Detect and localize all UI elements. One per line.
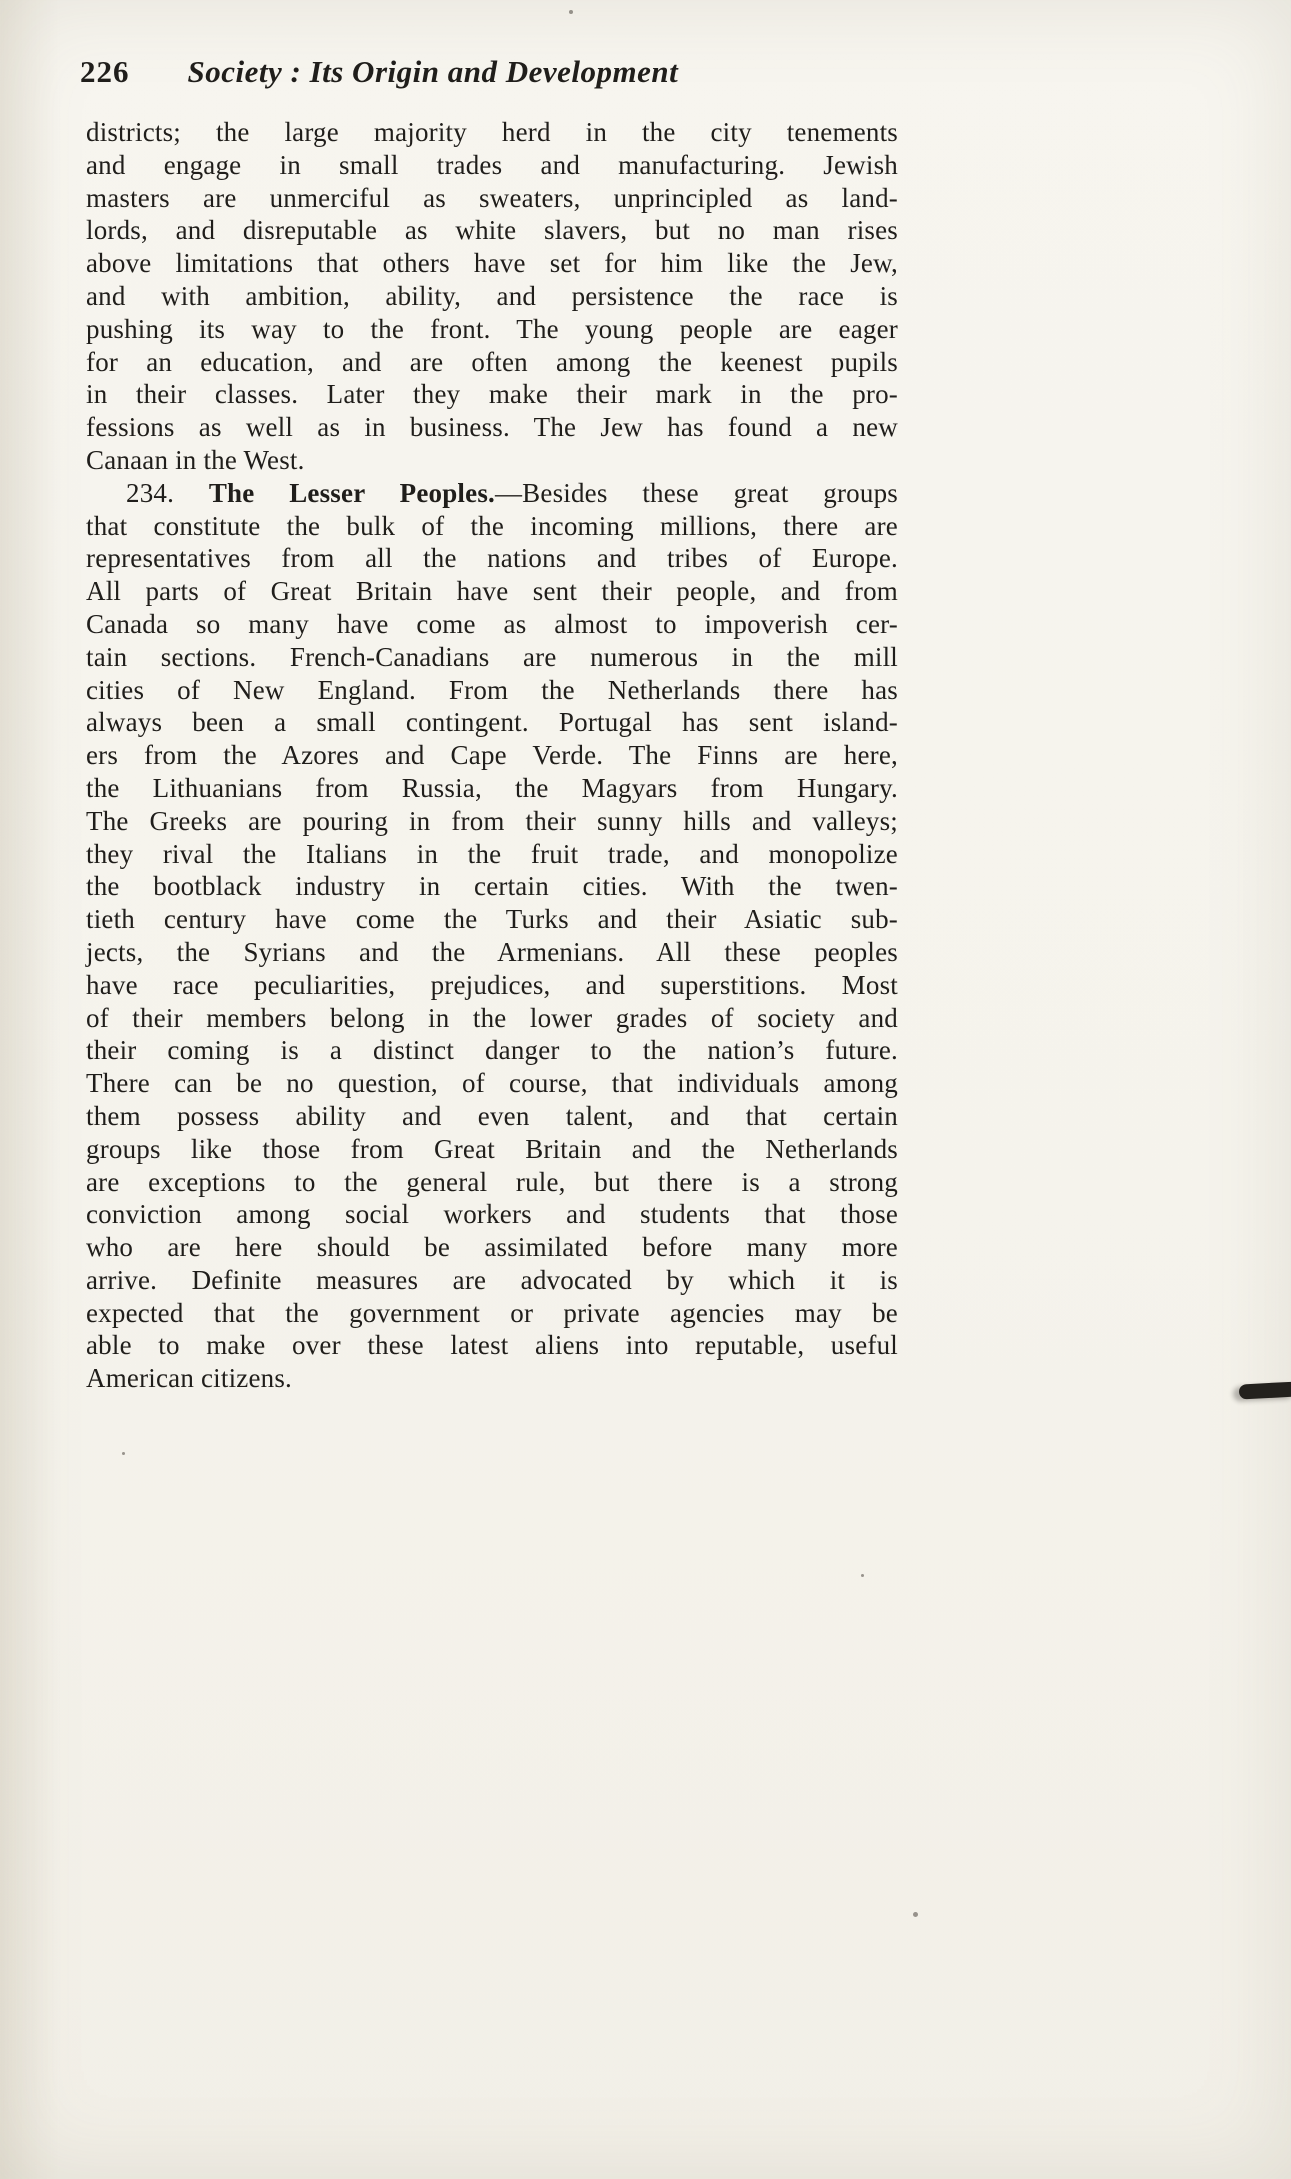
paragraph-line: Canaan in the West. bbox=[86, 444, 305, 475]
paragraph-line: representatives from all the nations and tribes of Europe. bbox=[86, 543, 898, 574]
paragraph-line: have race peculiarities, prejudices, and superstitions. Most bbox=[86, 969, 898, 1000]
section-first-line bbox=[86, 477, 898, 510]
paragraph-line: they rival the Italians in the fruit trade, and monopolize bbox=[86, 838, 898, 869]
scan-speck bbox=[122, 1452, 125, 1455]
paragraph-line: and engage in small trades and manufacturing. Jewish bbox=[86, 149, 898, 180]
paragraph-line: ers from the Azores and Cape Verde. The Finns are here, bbox=[86, 740, 898, 771]
paragraph-line: cities of New England. From the Netherlands there has bbox=[86, 674, 898, 705]
paragraph-line: fessions as well as in business. The Jew has found a new bbox=[86, 412, 898, 443]
paragraph-line: the Lithuanians from Russia, the Magyars from Hungary. bbox=[86, 772, 898, 803]
paragraph-line: Canada so many have come as almost to impoverish cer- bbox=[86, 608, 898, 639]
paragraph-line: conviction among social workers and students that those bbox=[86, 1199, 898, 1230]
paragraph-line: There can be no question, of course, that individuals among bbox=[86, 1068, 898, 1099]
paragraph-line: of their members belong in the lower grades of society and bbox=[86, 1002, 898, 1033]
paragraph-line: that constitute the bulk of the incoming millions, there are bbox=[86, 510, 898, 541]
paragraph-line: districts; the large majority herd in the city tenements bbox=[86, 117, 898, 147]
paragraph-line: their coming is a distinct danger to the nation’s future. bbox=[86, 1035, 898, 1066]
section-number: 234. bbox=[126, 477, 175, 508]
paragraph-line: jects, the Syrians and the Armenians. All these peoples bbox=[86, 936, 898, 967]
paragraph-line: who are here should be assimilated before many more bbox=[86, 1232, 898, 1263]
paragraph-line: expected that the government or private agencies may be bbox=[86, 1297, 898, 1328]
paragraph-line: and with ambition, ability, and persistence the race is bbox=[86, 280, 898, 311]
paragraph-line: above limitations that others have set for him like the Jew, bbox=[86, 248, 898, 279]
paragraph-line: are exceptions to the general rule, but there is a strong bbox=[86, 1166, 898, 1197]
paragraph-line: groups like those from Great Britain and the Netherlands bbox=[86, 1133, 898, 1164]
section-heading: The Lesser Peoples. bbox=[208, 477, 495, 508]
paragraph-line: All parts of Great Britain have sent their people, and from bbox=[86, 576, 898, 607]
body-text bbox=[86, 116, 898, 1395]
paragraph-line: The Greeks are pouring in from their sunny hills and valleys; bbox=[86, 805, 898, 836]
book-title: Society : Its Origin and Development bbox=[187, 54, 679, 89]
paragraph-line: in their classes. Later they make their mark in the pro- bbox=[86, 379, 898, 410]
ink-smudge bbox=[1239, 1381, 1291, 1399]
section-first-line-rest: —Besides these great groups bbox=[494, 477, 898, 508]
paragraph-line: lords, and disreputable as white slavers, but no man rises bbox=[86, 215, 898, 246]
paragraph-line: American citizens. bbox=[86, 1363, 293, 1394]
scan-speck bbox=[913, 1912, 918, 1917]
paragraph-line: masters are unmerciful as sweaters, unprincipled as land- bbox=[86, 182, 898, 213]
paragraph-line: always been a small contingent. Portugal has sent island- bbox=[86, 707, 898, 738]
paragraph-line: able to make over these latest aliens into reputable, useful bbox=[86, 1330, 898, 1361]
paragraph-line: tieth century have come the Turks and their Asiatic sub- bbox=[86, 904, 898, 935]
page-header bbox=[80, 54, 840, 90]
paragraph-line: arrive. Definite measures are advocated by which it is bbox=[86, 1264, 898, 1295]
scan-speck bbox=[861, 1574, 864, 1577]
page-number: 226 bbox=[80, 54, 130, 89]
paragraph-line: them possess ability and even talent, and that certain bbox=[86, 1100, 898, 1131]
paragraph-line: pushing its way to the front. The young people are eager bbox=[86, 313, 898, 344]
paragraph-line: for an education, and are often among the keenest pupils bbox=[86, 346, 898, 377]
paragraph-line: the bootblack industry in certain cities. With the twen- bbox=[86, 871, 898, 902]
scan-speck bbox=[569, 10, 573, 14]
paragraph-line: tain sections. French-Canadians are numerous in the mill bbox=[86, 641, 898, 672]
